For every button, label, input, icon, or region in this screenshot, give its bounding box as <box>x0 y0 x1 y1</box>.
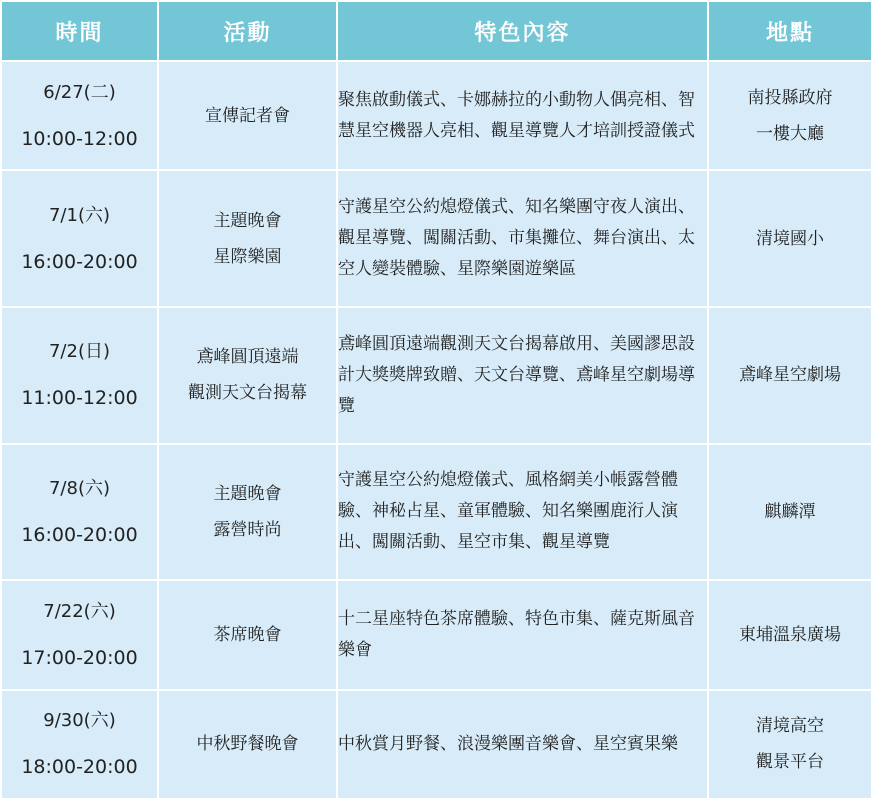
location-name: 清境高空 <box>756 716 824 737</box>
features-cell <box>337 61 708 170</box>
activity-name: 露營時尚 <box>213 519 282 540</box>
activity-name: 主題晚會 <box>213 210 282 231</box>
location-cell <box>708 61 871 170</box>
location-name: 鳶峰星空劇場 <box>739 365 841 386</box>
event-hours: 16:00-20:00 <box>21 523 138 546</box>
time-cell <box>1 61 158 170</box>
features-text: 十二星座特色茶席體驗、特色市集、薩克斯風音樂會 <box>338 608 695 660</box>
time-cell <box>1 690 158 799</box>
time-cell <box>1 580 158 689</box>
table-row <box>1 170 871 307</box>
event-date: 7/8(六) <box>48 477 110 499</box>
features-cell <box>337 690 708 799</box>
table-row <box>1 580 871 689</box>
features-text: 守護星空公約熄燈儀式、風格網美小帳露營體驗、神秘占星、童軍體驗、知名樂團鹿洐人演出、闖關活動、星空市集、觀星導覽 <box>338 470 678 553</box>
location-cell <box>708 170 871 307</box>
location-name: 麒麟潭 <box>764 501 816 522</box>
location-cell <box>708 307 871 444</box>
location-name: 南投縣政府 <box>747 87 833 108</box>
features-text: 鳶峰圓頂遠端觀測天文台揭幕啟用、美國謬思設計大獎獎牌致贈、天文台導覽、鳶峰星空劇場導覽 <box>338 333 695 416</box>
event-date: 6/27(二) <box>43 81 116 103</box>
time-cell <box>1 170 158 307</box>
header-time: 時間 <box>1 1 158 61</box>
activity-cell <box>158 690 337 799</box>
activity-name: 宣傳記者會 <box>205 105 290 126</box>
activity-name: 觀測天文台揭幕 <box>188 383 307 404</box>
header-location: 地點 <box>708 1 871 61</box>
activity-cell <box>158 580 337 689</box>
event-date: 7/1(六) <box>48 204 110 226</box>
location-cell <box>708 580 871 689</box>
header-activity: 活動 <box>158 1 337 61</box>
features-text: 聚焦啟動儀式、卡娜赫拉的小動物人偶亮相、智慧星空機器人亮相、觀星導覽人才培訓授證儀式 <box>338 89 695 141</box>
event-date: 7/2(日) <box>48 341 110 363</box>
event-date: 7/22(六) <box>43 600 116 622</box>
header-features: 特色內容 <box>337 1 708 61</box>
features-cell <box>337 580 708 689</box>
features-cell <box>337 307 708 444</box>
location-name: 清境國小 <box>756 228 824 249</box>
event-hours: 17:00-20:00 <box>21 646 138 669</box>
location-cell <box>708 690 871 799</box>
location-name: 東埔溫泉廣場 <box>739 624 841 645</box>
event-hours: 11:00-12:00 <box>21 387 138 410</box>
activity-cell <box>158 307 337 444</box>
location-cell <box>708 444 871 581</box>
header-row <box>1 1 871 61</box>
activity-cell <box>158 170 337 307</box>
event-hours: 18:00-20:00 <box>21 756 138 779</box>
table-row <box>1 61 871 170</box>
activity-name: 鳶峰圓頂遠端 <box>196 347 299 368</box>
features-text: 守護星空公約熄燈儀式、知名樂團守夜人演出、觀星導覽、闖關活動、市集攤位、舞台演出、太空人變裝體驗、星際樂園遊樂區 <box>338 197 695 280</box>
event-hours: 10:00-12:00 <box>21 127 138 150</box>
location-name: 觀景平台 <box>756 752 824 773</box>
time-cell <box>1 307 158 444</box>
event-date: 9/30(六) <box>43 710 116 732</box>
activity-cell <box>158 444 337 581</box>
activity-name: 星際樂園 <box>213 246 282 267</box>
event-hours: 16:00-20:00 <box>21 250 138 273</box>
table-row <box>1 307 871 444</box>
features-text: 中秋賞月野餐、浪漫樂團音樂會、星空賓果樂 <box>338 733 678 754</box>
location-name: 一樓大廳 <box>756 123 824 144</box>
time-cell <box>1 444 158 581</box>
activity-cell <box>158 61 337 170</box>
activity-name: 主題晚會 <box>213 483 282 504</box>
activity-name: 中秋野餐晚會 <box>196 734 299 755</box>
table-row <box>1 690 871 799</box>
features-cell <box>337 444 708 581</box>
features-cell <box>337 170 708 307</box>
table-row <box>1 444 871 581</box>
activity-name: 茶席晚會 <box>213 624 282 645</box>
